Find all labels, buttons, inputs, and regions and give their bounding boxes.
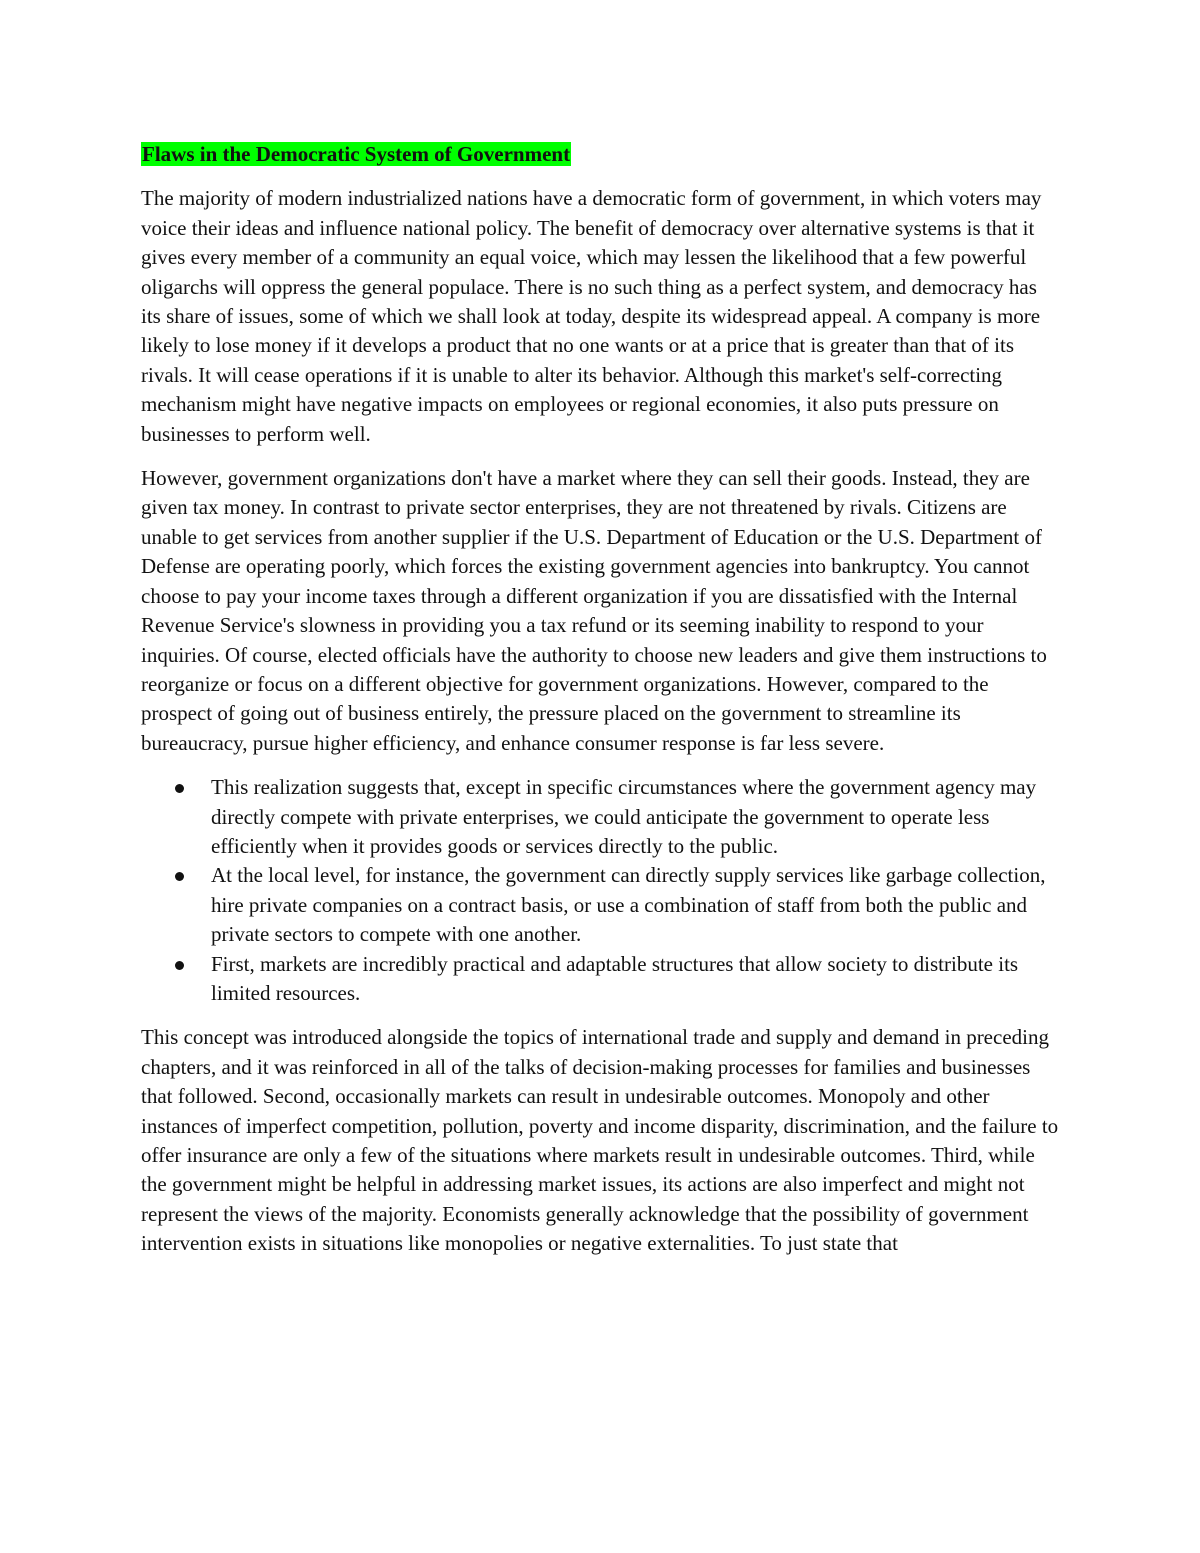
bullet-item — [141, 861, 1061, 949]
bullet-icon — [175, 872, 184, 881]
document-title — [141, 140, 1061, 169]
bullet-text: This realization suggests that, except in specific circumstances where the government agency may directly compete with private enterprises, we could anticipate the government to operate less efficiently when it provides goods or services directly to the public. — [211, 775, 1037, 858]
paragraph-markets-concept: This concept was introduced alongside the topics of international trade and supply and demand in preceding chapters, and it was reinforced in all of the talks of decision-making processes for families and businesses that followed. Second, occasionally markets can result in undesirable outcomes. Monopoly and other instances of imperfect competition, pollution, poverty and income disparity, discrimination, and the failure to offer insurance are only a few of the situations where markets result in undesirable outcomes. Third, while the government might be helpful in addressing market issues, its actions are also imperfect and might not represent the views of the majority. Economists generally acknowledge that the possibility of government intervention exists in situations like monopolies or negative externalities. To just state that — [141, 1025, 1059, 1256]
bullet-item — [141, 950, 1061, 1009]
bullet-item — [141, 773, 1061, 861]
bullet-list — [141, 773, 1061, 1008]
paragraph-government-organizations: However, government organizations don't have a market where they can sell their goods. Instead, they are given tax money. In contrast to private sector enterprises, they are not threatened by rivals. Citizens are unable to get services from another supplier if the U.S. Department of Education or the U.S. Department of Defense are operating poorly, which forces the existing government agencies into bankruptcy. You cannot choose to pay your income taxes through a different organization if you are dissatisfied with the Internal Revenue Service's slowness in providing you a tax refund or its seeming inability to respond to your inquiries. Of course, elected officials have the authority to choose new leaders and give them instructions to reorganize or focus on a different objective for government organizations. However, compared to the prospect of going out of business entirely, the pressure placed on the government to streamline its bureaucracy, pursue higher efficiency, and enhance consumer response is far less severe. — [141, 466, 1047, 755]
bullet-text: At the local level, for instance, the government can directly supply services like garbage collection, hire private companies on a contract basis, or use a combination of staff from both the public and private sectors to compete with one another. — [211, 863, 1046, 947]
document-body — [141, 140, 1061, 1274]
bullet-icon — [175, 961, 184, 970]
paragraph-intro: The majority of modern industrialized nations have a democratic form of government, in which voters may voice their ideas and influence national policy. The benefit of democracy over alternative systems is that it gives every member of a community an equal voice, which may lessen the likelihood that a few powerful oligarchs will oppress the general populace. There is no such thing as a perfect system, and democracy has its share of issues, some of which we shall look at today, despite its widespread appeal. A company is more likely to lose money if it develops a product that no one wants or at a price that is greater than that of its rivals. It will cease operations if it is unable to alter its behavior. Although this market's self-correcting mechanism might have negative impacts on employees or regional economies, it also puts pressure on businesses to perform well. — [141, 186, 1042, 446]
bullet-text: First, markets are incredibly practical and adaptable structures that allow society to distribute its limited resources. — [211, 951, 1019, 1005]
bullet-icon — [175, 784, 184, 793]
title-highlight: Flaws in the Democratic System of Government — [142, 142, 571, 166]
